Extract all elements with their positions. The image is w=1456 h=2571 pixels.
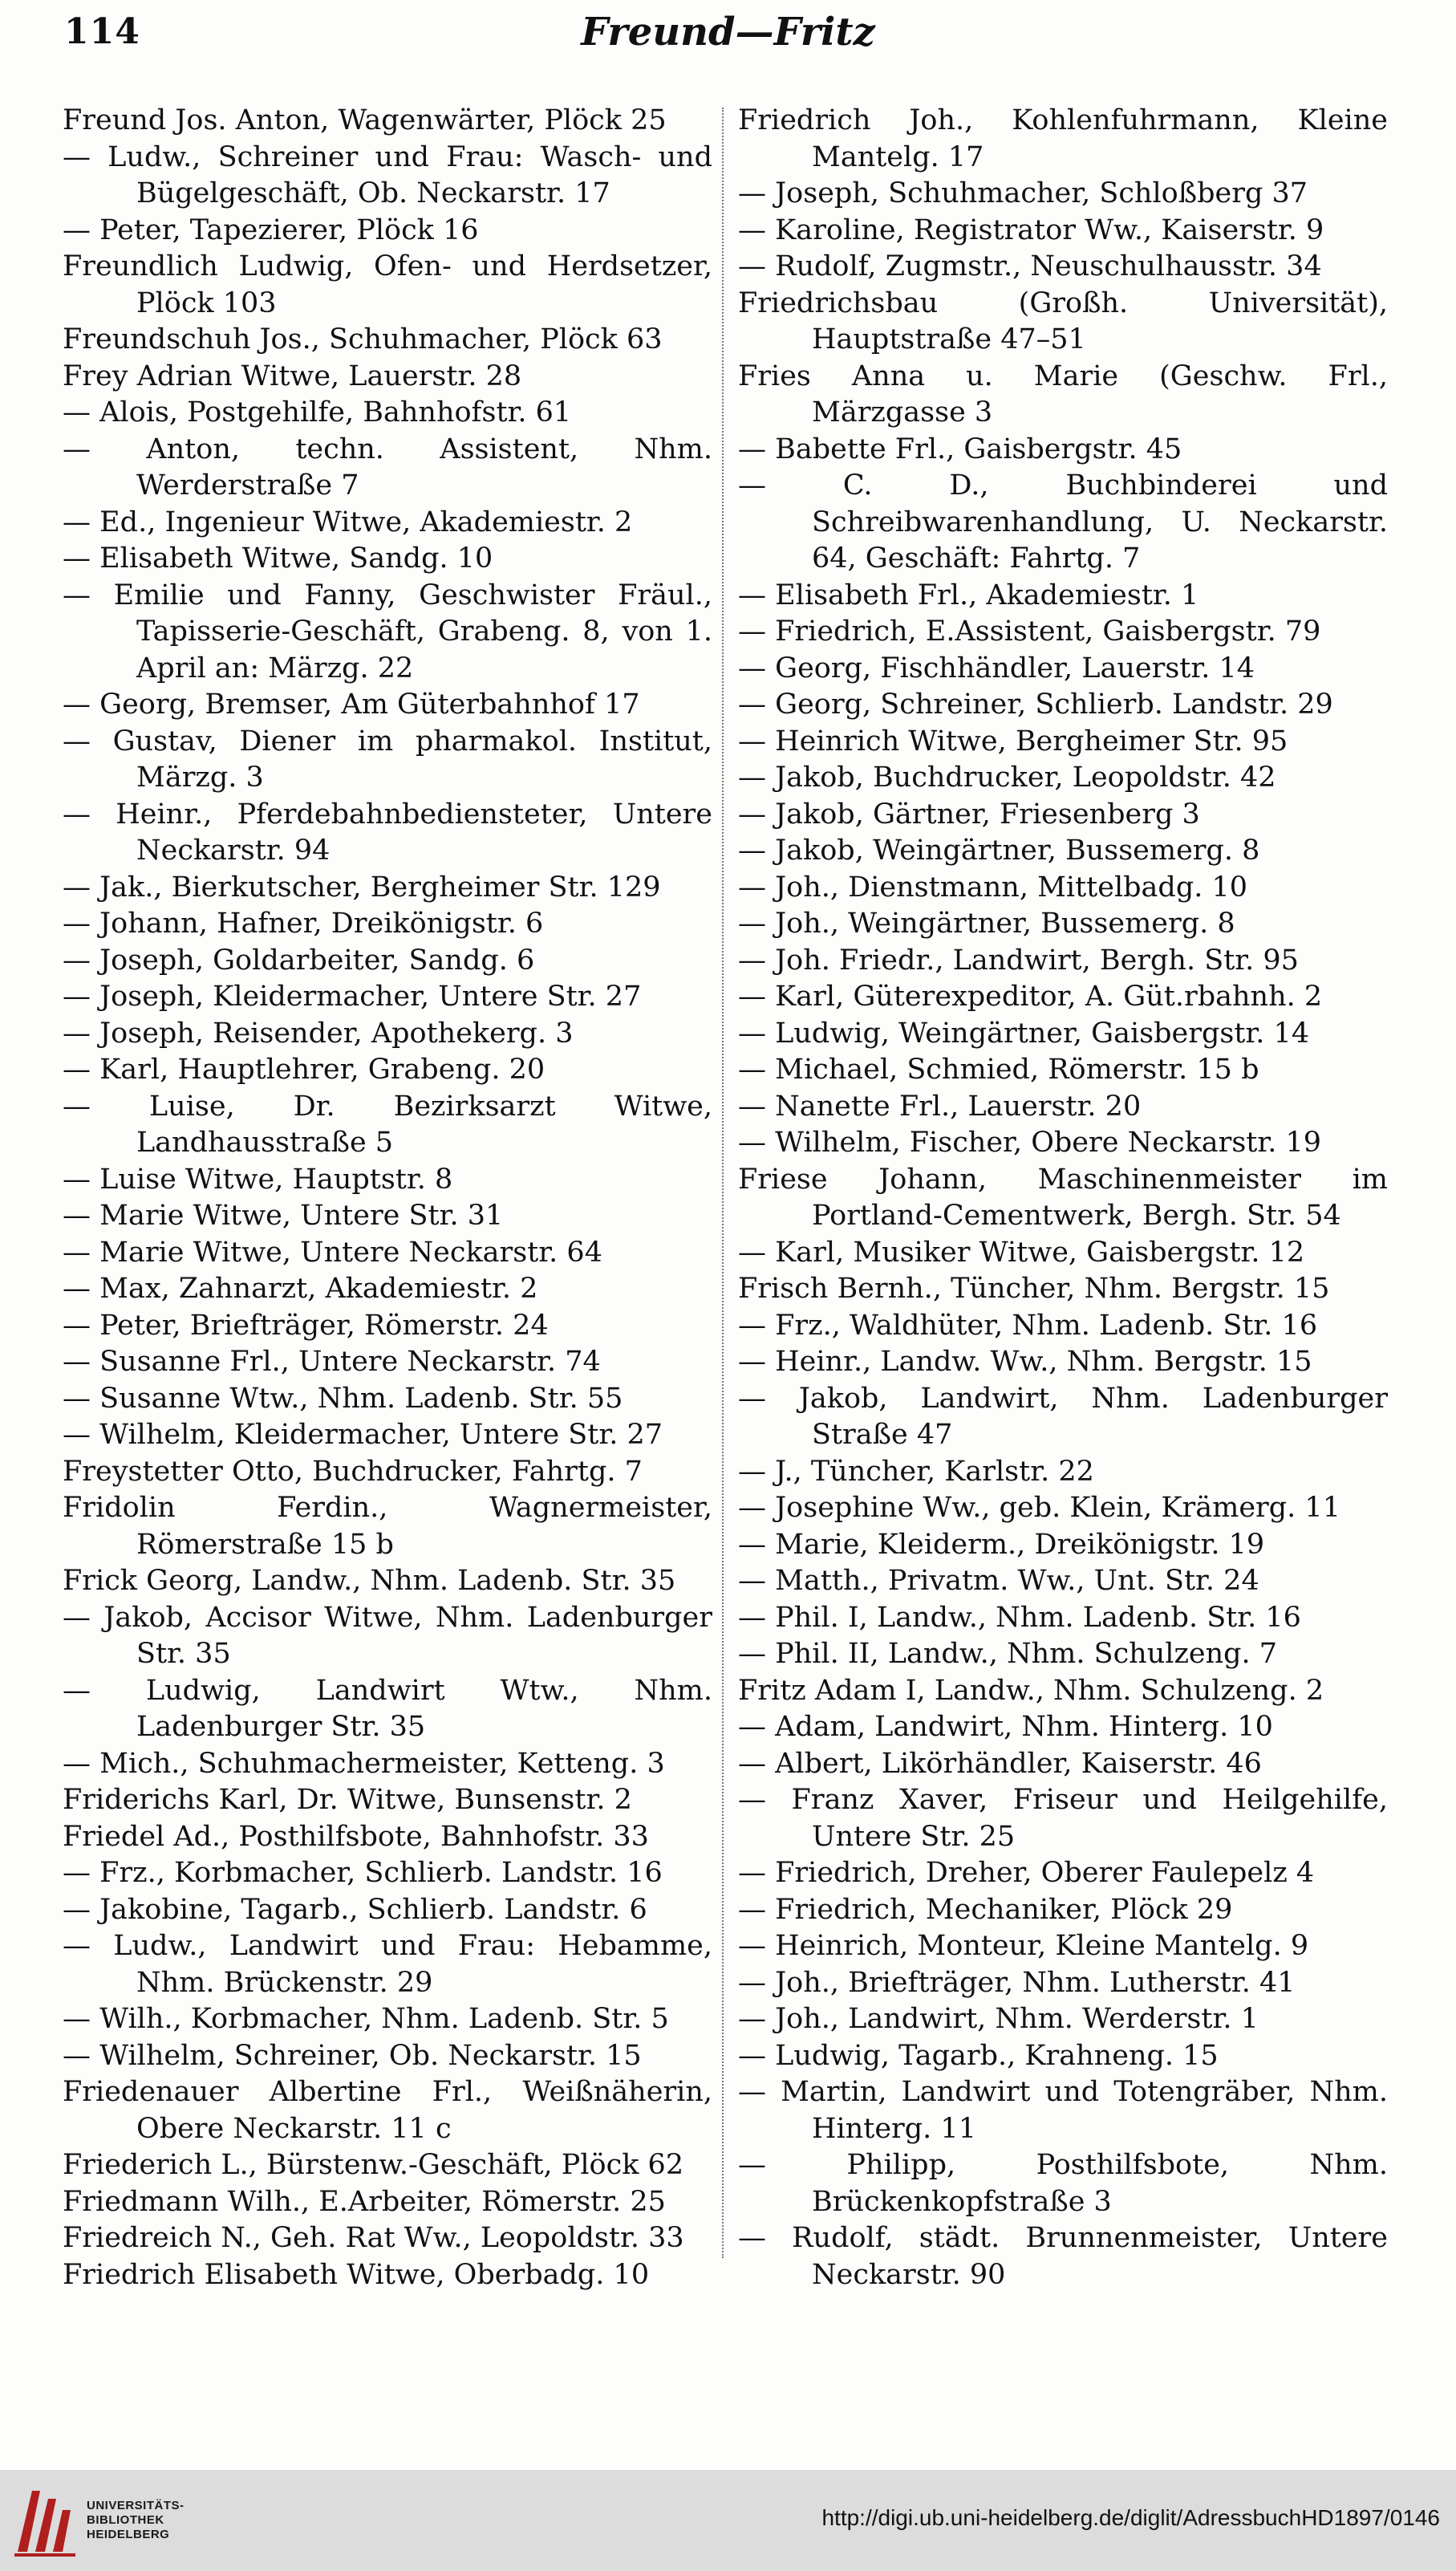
directory-entry: — Josephine Ww., geb. Klein, Krämerg. 11 [738, 1492, 1340, 1524]
directory-entry: Friedrich Elisabeth Witwe, Oberbadg. 10 [63, 2258, 650, 2291]
directory-entry: — Jakob, Landwirt, Nhm. Ladenburger Straße 47 [738, 1382, 1388, 1451]
directory-entry: — Alois, Postgehilfe, Bahnhofstr. 61 [63, 396, 572, 428]
directory-entry: — Max, Zahnarzt, Akademiestr. 2 [63, 1273, 538, 1305]
directory-entry: Frey Adrian Witwe, Lauerstr. 28 [63, 359, 522, 392]
directory-entry: — C. D., Buchbinderei und Schreibwarenhandlung, U. Neckarstr. 64, Geschäft: Fahrtg. 7 [738, 469, 1388, 575]
directory-entry: — Luise Witwe, Hauptstr. 8 [63, 1163, 453, 1196]
directory-entry: Frick Georg, Landw., Nhm. Ladenb. Str. 35 [63, 1565, 676, 1597]
directory-entry: Friederich L., Bürstenw.-Geschäft, Plöck 62 [63, 2149, 684, 2181]
university-library-logo-icon [11, 2481, 79, 2560]
directory-entry: — Babette Frl., Gaisbergstr. 45 [738, 433, 1182, 465]
directory-entry: — Joh., Dienstmann, Mittelbadg. 10 [738, 871, 1248, 904]
directory-entry: Friedrich Joh., Kohlenfuhrmann, Kleine Mantelg. 17 [738, 104, 1388, 173]
directory-entry: — Peter, Tapezierer, Plöck 16 [63, 213, 479, 246]
directory-entry: — Susanne Frl., Untere Neckarstr. 74 [63, 1346, 601, 1378]
directory-entry: — Susanne Wtw., Nhm. Ladenb. Str. 55 [63, 1382, 623, 1415]
directory-entry: — Karl, Musiker Witwe, Gaisbergstr. 12 [738, 1236, 1305, 1269]
directory-entry: Friedrichsbau (Großh. Universität), Hauptstraße 47–51 [738, 286, 1388, 355]
right-column [738, 103, 1388, 2293]
directory-entry: Freundschuh Jos., Schuhmacher, Plöck 63 [63, 323, 663, 355]
directory-entry: — Elisabeth Frl., Akademiestr. 1 [738, 579, 1199, 611]
directory-entry: — Joseph, Kleidermacher, Untere Str. 27 [63, 981, 642, 1013]
directory-entry: — Friedrich, E.Assistent, Gaisbergstr. 79 [738, 615, 1321, 648]
footer-bar [0, 2470, 1456, 2571]
directory-entry: — Nanette Frl., Lauerstr. 20 [738, 1090, 1142, 1123]
directory-entry: — Phil. I, Landw., Nhm. Ladenb. Str. 16 [738, 1601, 1301, 1634]
directory-entry: — Jakobine, Tagarb., Schlierb. Landstr. 6 [63, 1893, 647, 1926]
directory-entry: — Gustav, Diener im pharmakol. Institut, Märzg. 3 [63, 725, 712, 794]
directory-entry: — Joseph, Reisender, Apothekerg. 3 [63, 1017, 574, 1050]
directory-entry: Freundlich Ludwig, Ofen- und Herdsetzer, Plöck 103 [63, 250, 712, 319]
directory-entry: — Rudolf, städt. Brunnenmeister, Untere Neckarstr. 90 [738, 2222, 1388, 2291]
directory-entry: — Albert, Likörhändler, Kaiserstr. 46 [738, 1747, 1262, 1780]
page-header [0, 0, 1456, 96]
directory-entry: — Wilhelm, Schreiner, Ob. Neckarstr. 15 [63, 2039, 642, 2072]
directory-entry: — Frz., Korbmacher, Schlierb. Landstr. 16 [63, 1857, 663, 1889]
directory-entry: — Jakob, Buchdrucker, Leopoldstr. 42 [738, 762, 1276, 794]
directory-entry: Friedreich N., Geh. Rat Ww., Leopoldstr. 33 [63, 2222, 684, 2254]
directory-entry: — Rudolf, Zugmstr., Neuschulhausstr. 34 [738, 250, 1322, 282]
directory-entry: Friderichs Karl, Dr. Witwe, Bunsenstr. 2 [63, 1784, 632, 1816]
directory-entry: — Franz Xaver, Friseur und Heilgehilfe, Untere Str. 25 [738, 1784, 1388, 1853]
directory-entry: — Michael, Schmied, Römerstr. 15 b [738, 1054, 1259, 1086]
directory-entry: — Heinr., Landw. Ww., Nhm. Bergstr. 15 [738, 1346, 1312, 1378]
directory-entry: Frisch Bernh., Tüncher, Nhm. Bergstr. 15 [738, 1273, 1330, 1305]
library-name-line: UNIVERSITÄTS- [87, 2499, 185, 2512]
running-head: Freund—Fritz [581, 10, 875, 55]
directory-entry: — Heinr., Pferdebahnbediensteter, Untere Neckarstr. 94 [63, 798, 712, 867]
left-column [63, 103, 712, 2293]
directory-entry: — Phil. II, Landw., Nhm. Schulzeng. 7 [738, 1638, 1278, 1670]
directory-entry: — Georg, Bremser, Am Güterbahnhof 17 [63, 688, 640, 721]
directory-entry: — Wilhelm, Fischer, Obere Neckarstr. 19 [738, 1127, 1322, 1159]
directory-entry: — Jakob, Weingärtner, Bussemerg. 8 [738, 835, 1260, 867]
directory-entry: — Ludw., Landwirt und Frau: Hebamme, Nhm. Brückenstr. 29 [63, 1930, 712, 1999]
directory-entry: Freund Jos. Anton, Wagenwärter, Plöck 25 [63, 104, 667, 136]
directory-entry: — Philipp, Posthilfsbote, Nhm. Brückenkopfstraße 3 [738, 2149, 1388, 2218]
directory-entry: — Georg, Schreiner, Schlierb. Landstr. 29 [738, 688, 1333, 721]
directory-entry: — Joh., Weingärtner, Bussemerg. 8 [738, 908, 1235, 940]
directory-entry: — Joseph, Schuhmacher, Schloßberg 37 [738, 177, 1308, 209]
directory-entry: — Peter, Briefträger, Römerstr. 24 [63, 1309, 549, 1342]
page-number: 114 [64, 11, 140, 52]
directory-entry: — Matth., Privatm. Ww., Unt. Str. 24 [738, 1565, 1259, 1597]
directory-entry: Fridolin Ferdin., Wagnermeister, Römerstraße 15 b [63, 1492, 712, 1561]
directory-entry: — Friedrich, Mechaniker, Plöck 29 [738, 1893, 1233, 1926]
directory-entry: — Karl, Hauptlehrer, Grabeng. 20 [63, 1054, 545, 1086]
directory-entry: — Joh. Friedr., Landwirt, Bergh. Str. 95 [738, 944, 1299, 977]
directory-entry: — Frz., Waldhüter, Nhm. Ladenb. Str. 16 [738, 1309, 1318, 1342]
directory-entry: — Ludw., Schreiner und Frau: Wasch- und Bügelgeschäft, Ob. Neckarstr. 17 [63, 140, 712, 209]
directory-entry: — Luise, Dr. Bezirksarzt Witwe, Landhausstraße 5 [63, 1090, 712, 1159]
directory-entry: Friedmann Wilh., E.Arbeiter, Römerstr. 25 [63, 2185, 666, 2218]
directory-entry: — Ludwig, Landwirt Wtw., Nhm. Ladenburger Str. 35 [63, 1674, 712, 1743]
directory-entry: — Ed., Ingenieur Witwe, Akademiestr. 2 [63, 506, 633, 538]
source-url-link[interactable]: http://digi.ub.uni-heidelberg.de/diglit/AdressbuchHD1897/0146 [821, 2505, 1440, 2530]
directory-entry: — Karl, Güterexpeditor, A. Güt.rbahnh. 2 [738, 981, 1323, 1013]
directory-entry: — Karoline, Registrator Ww., Kaiserstr. 9 [738, 213, 1324, 246]
directory-entry: Friedenauer Albertine Frl., Weißnäherin, Obere Neckarstr. 11 c [63, 2076, 712, 2145]
directory-entry: — Adam, Landwirt, Nhm. Hinterg. 10 [738, 1711, 1273, 1743]
directory-entry: — Jakob, Gärtner, Friesenberg 3 [738, 798, 1200, 831]
directory-entry: Fritz Adam I, Landw., Nhm. Schulzeng. 2 [738, 1674, 1324, 1707]
directory-entry: — Ludwig, Weingärtner, Gaisbergstr. 14 [738, 1017, 1310, 1050]
directory-entry: — J., Tüncher, Karlstr. 22 [738, 1455, 1094, 1488]
directory-entry: — Johann, Hafner, Dreikönigstr. 6 [63, 908, 544, 940]
directory-entry: — Elisabeth Witwe, Sandg. 10 [63, 542, 493, 575]
directory-entry: — Joseph, Goldarbeiter, Sandg. 6 [63, 944, 535, 977]
directory-entry: — Jakob, Accisor Witwe, Nhm. Ladenburger Str. 35 [63, 1601, 712, 1670]
directory-entry: — Heinrich Witwe, Bergheimer Str. 95 [738, 725, 1288, 757]
directory-entry: — Anton, techn. Assistent, Nhm. Werderstraße 7 [63, 433, 712, 502]
directory-entry: — Martin, Landwirt und Totengräber, Nhm. Hinterg. 11 [738, 2076, 1388, 2145]
directory-entry: — Marie Witwe, Untere Neckarstr. 64 [63, 1236, 602, 1269]
directory-entry: — Wilh., Korbmacher, Nhm. Ladenb. Str. 5 [63, 2003, 669, 2035]
directory-entry: — Marie, Kleiderm., Dreikönigstr. 19 [738, 1528, 1265, 1561]
column-divider [722, 108, 724, 2258]
directory-columns [63, 103, 1388, 2291]
directory-entry: Fries Anna u. Marie (Geschw. Frl., Märzgasse 3 [738, 359, 1388, 428]
library-name-line: HEIDELBERG [87, 2528, 170, 2541]
directory-entry: — Ludwig, Tagarb., Krahneng. 15 [738, 2039, 1219, 2072]
directory-entry: — Joh., Briefträger, Nhm. Lutherstr. 41 [738, 1966, 1296, 1999]
directory-entry: — Mich., Schuhmachermeister, Ketteng. 3 [63, 1747, 665, 1780]
directory-entry: — Wilhelm, Kleidermacher, Untere Str. 27 [63, 1419, 663, 1451]
directory-entry: Friedel Ad., Posthilfsbote, Bahnhofstr. 33 [63, 1820, 649, 1853]
directory-entry: — Emilie und Fanny, Geschwister Fräul., Tapisserie-Geschäft, Grabeng. 8, von 1. April an: Märzg. 22 [63, 579, 712, 684]
directory-entry: — Marie Witwe, Untere Str. 31 [63, 1200, 504, 1232]
directory-entry: — Joh., Landwirt, Nhm. Werderstr. 1 [738, 2003, 1259, 2035]
directory-entry: — Friedrich, Dreher, Oberer Faulepelz 4 [738, 1857, 1315, 1889]
library-name-line: BIBLIOTHEK [87, 2513, 164, 2527]
directory-entry: Friese Johann, Maschinenmeister im Portland-Cementwerk, Bergh. Str. 54 [738, 1163, 1388, 1232]
directory-entry: — Georg, Fischhändler, Lauerstr. 14 [738, 652, 1255, 684]
directory-entry: — Jak., Bierkutscher, Bergheimer Str. 129 [63, 871, 661, 904]
directory-entry: — Heinrich, Monteur, Kleine Mantelg. 9 [738, 1930, 1309, 1962]
directory-entry: Freystetter Otto, Buchdrucker, Fahrtg. 7 [63, 1455, 643, 1488]
library-name [87, 2499, 185, 2542]
